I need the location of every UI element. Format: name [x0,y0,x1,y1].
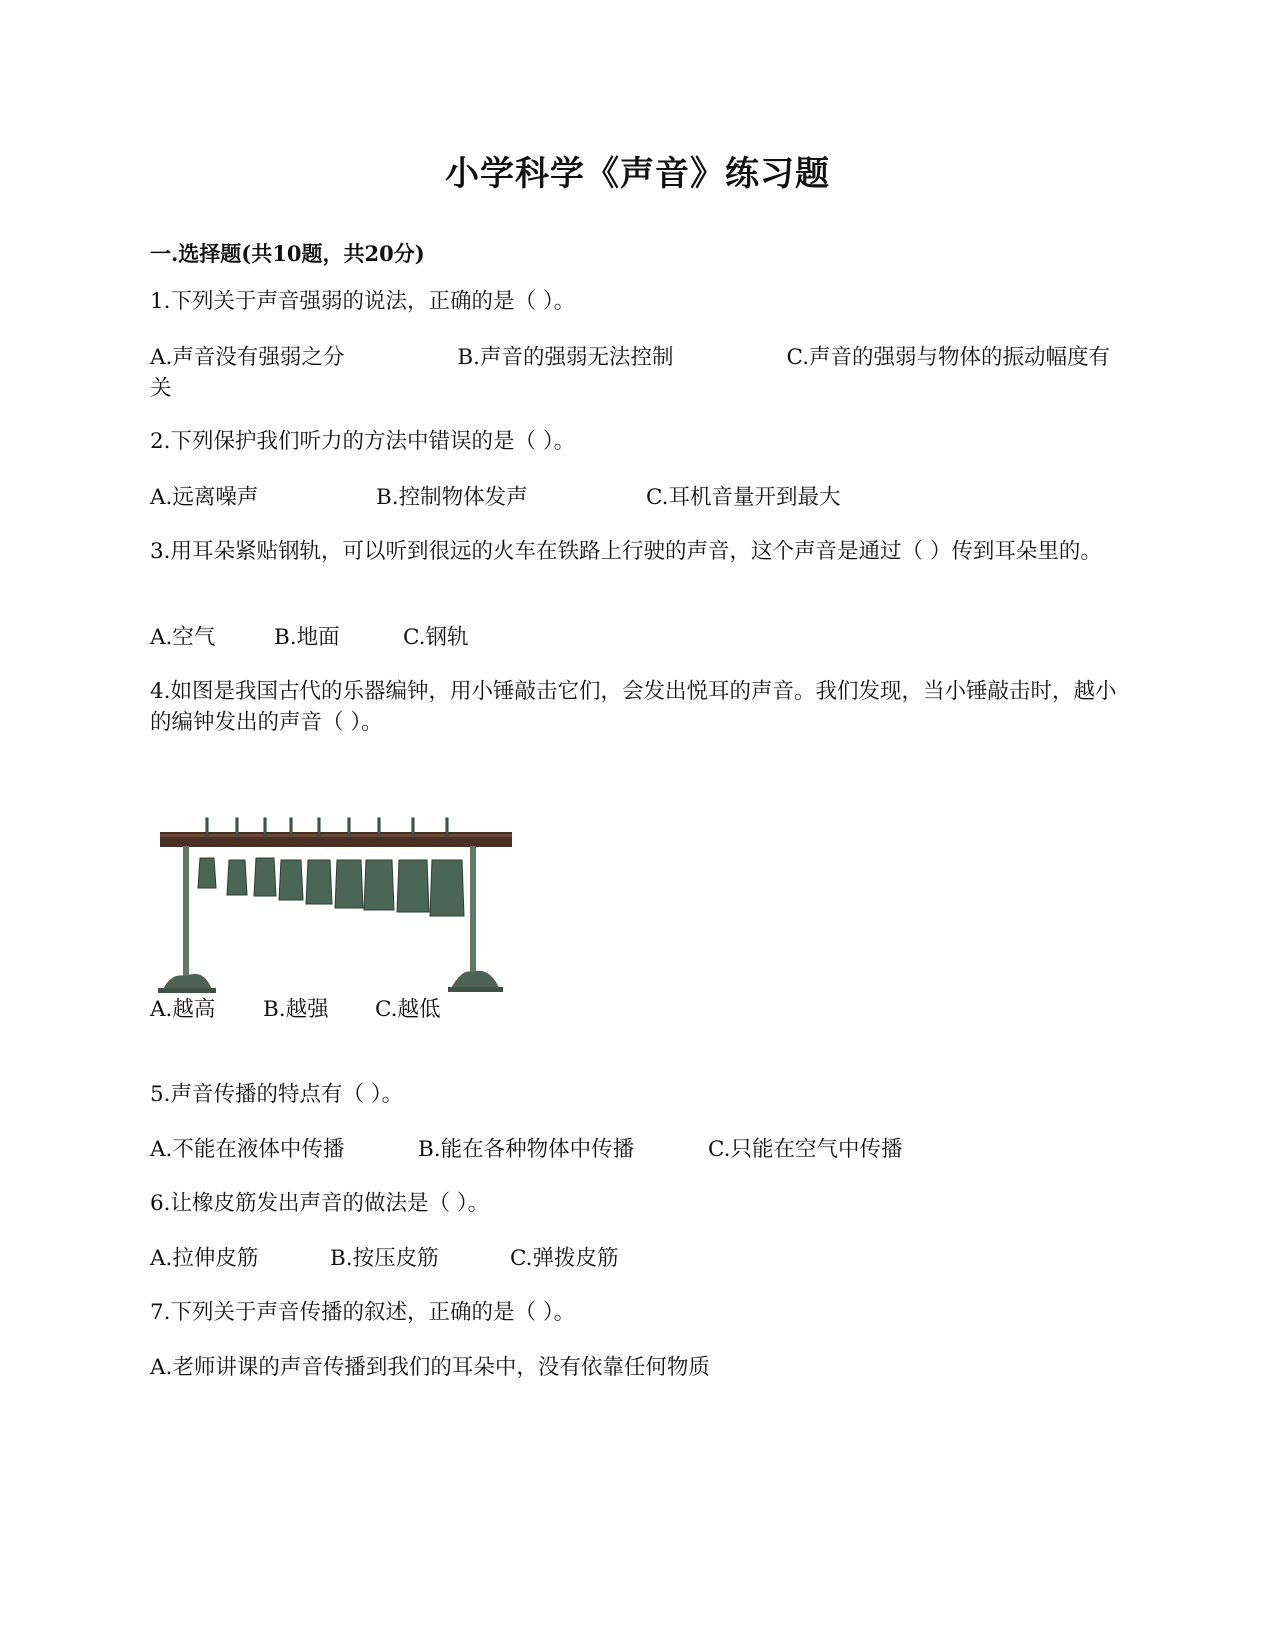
question-6-option-b: B.按压皮筋 [330,1246,439,1271]
section-heading: 一.选择题(共10题，共20分) [150,241,425,266]
question-4-option-a: A.越高 [150,997,216,1022]
question-3-options [150,622,1125,653]
question-5-options [150,1134,1125,1165]
question-4-stem: 4.如图是我国古代的乐器编钟，用小锤敲击它们，会发出悦耳的声音。我们发现，当小锤敲击时，越小的编钟发出的声音（ ）。 [150,679,1117,735]
question-1-option-b: B.声音的强弱无法控制 [457,345,674,370]
question-2-option-c: C.耳机音量开到最大 [646,485,841,510]
question-7-options [150,1352,1125,1383]
question-3-option-b: B.地面 [274,625,340,650]
question-2-options [150,482,1125,513]
question-7-option-a: A.老师讲课的声音传播到我们的耳朵中，没有依靠任何物质 [150,1355,710,1380]
question-1-options [150,342,1125,404]
question-1-option-c: C.声音的强弱与物体的振动幅度有关 [150,345,1111,401]
question-5-stem: 5.声音传播的特点有（ ）。 [150,1082,404,1107]
question-4-option-b: B.越强 [263,997,329,1022]
question-5-option-c: C.只能在空气中传播 [708,1137,903,1162]
question-3-option-a: A.空气 [150,625,216,650]
question-6-option-c: C.弹拨皮筋 [510,1246,619,1271]
question-3-stem: 3.用耳朵紧贴钢轨，可以听到很远的火车在铁路上行驶的声音，这个声音是通过（ ）传到耳朵里的。 [150,539,1102,564]
question-7-stem: 7.下列关于声音传播的叙述，正确的是（ ）。 [150,1300,576,1325]
question-6-options [150,1243,1125,1274]
question-3-option-c: C.钢轨 [403,625,469,650]
question-6-option-a: A.拉伸皮筋 [150,1246,259,1271]
question-4-option-c: C.越低 [375,997,441,1022]
question-5-option-a: A.不能在液体中传播 [150,1137,345,1162]
question-5-option-b: B.能在各种物体中传播 [418,1137,635,1162]
question-4-options [150,994,1125,1025]
question-2-option-b: B.控制物体发声 [376,485,528,510]
question-6-stem: 6.让橡皮筋发出声音的做法是（ ）。 [150,1191,490,1216]
question-1-option-a: A.声音没有强弱之分 [150,345,345,370]
question-2-stem: 2.下列保护我们听力的方法中错误的是（ ）。 [150,429,576,454]
question-1-stem: 1.下列关于声音强弱的说法，正确的是（ ）。 [150,289,576,314]
question-2-option-a: A.远离噪声 [150,485,259,510]
page-title: 小学科学《声音》练习题 [445,154,830,194]
bianzhong-bells-image [150,800,530,1000]
